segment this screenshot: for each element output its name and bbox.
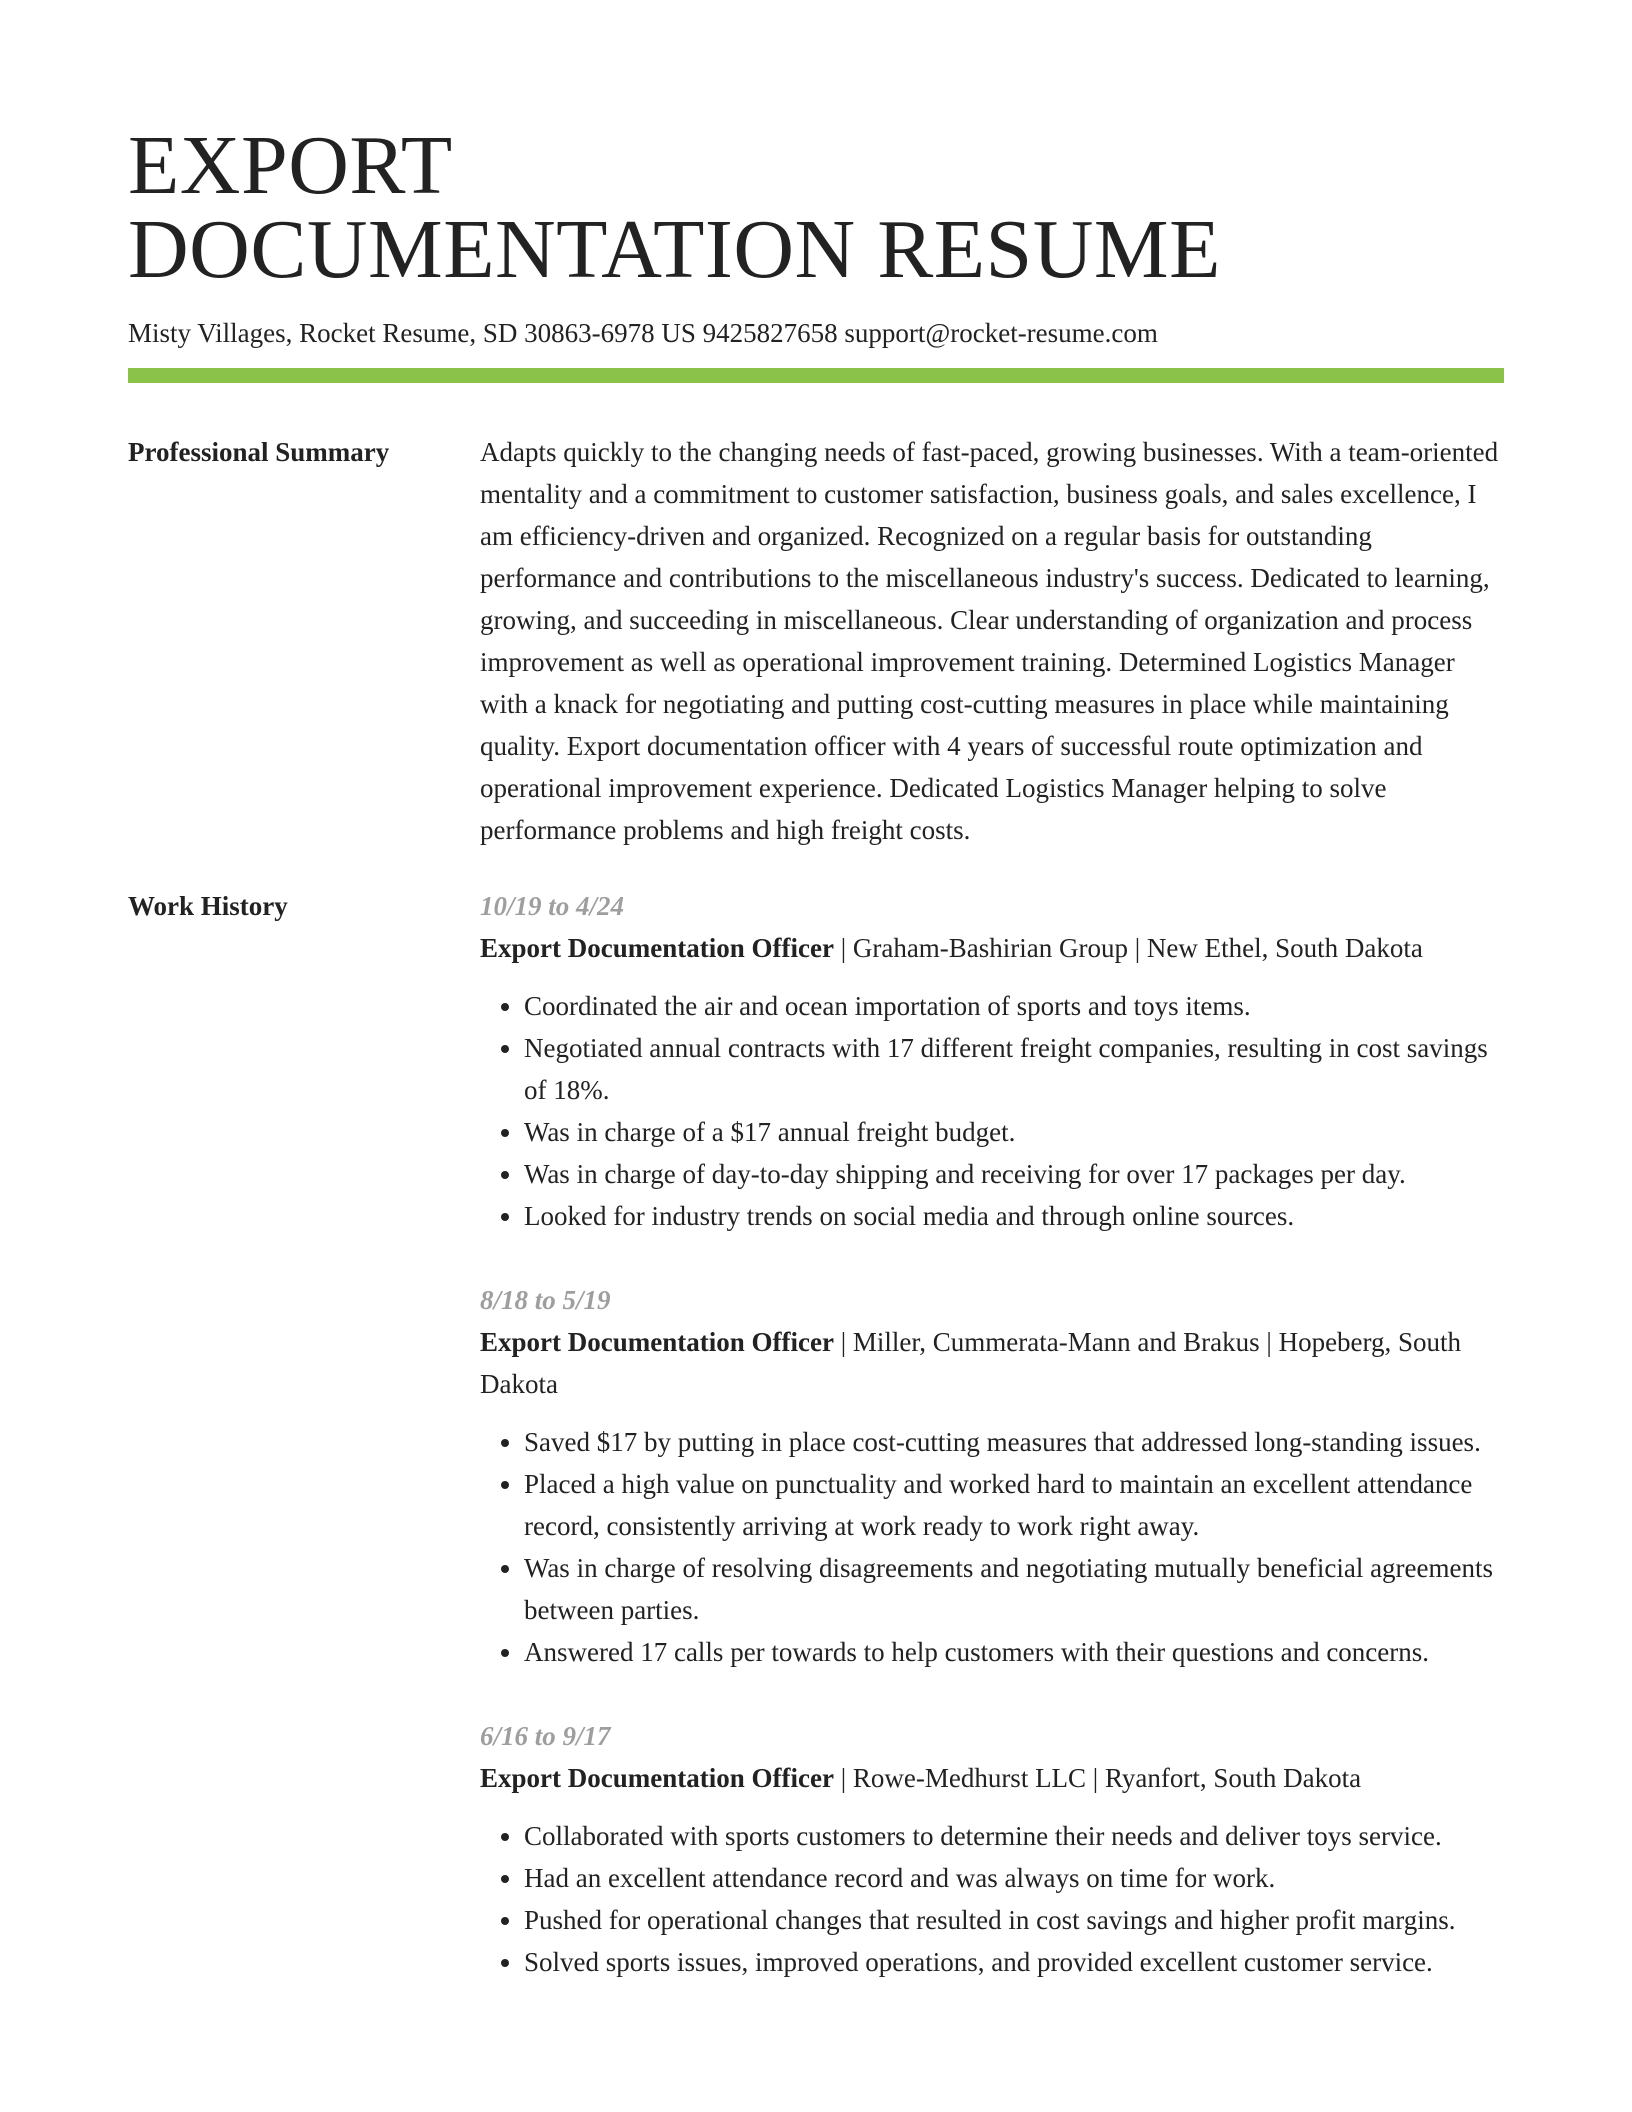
job-role: Export Documentation Officer	[480, 933, 834, 963]
job-details: | Graham-Bashirian Group | New Ethel, South Dakota	[833, 933, 1423, 963]
summary-text: Adapts quickly to the changing needs of fast-paced, growing businesses. With a team-oriented mentality and a commitment to customer satisfaction, business goals, and sales excellence, I am efficiency-driven and organized. Recognized on a regular basis for outstanding performance and contributions to the miscellaneous industry's success. Dedicated to learning, growing, and succeeding in miscellaneous. Clear understanding of organization and process improvement as well as operational improvement training. Determined Logistics Manager with a knack for negotiating and putting cost-cutting measures in place while maintaining quality. Export documentation officer with 4 years of successful route optimization and operational improvement experience. Dedicated Logistics Manager helping to solve performance problems and high freight costs.	[480, 437, 1499, 845]
summary-body	[480, 431, 1504, 851]
list-item: • Saved $17 by putting in place cost-cutting measures that addressed long-standing issues.	[524, 1421, 1504, 1463]
job-role: Export Documentation Officer	[480, 1763, 834, 1793]
accent-divider	[128, 368, 1504, 383]
list-item: • Was in charge of day-to-day shipping and receiving for over 17 packages per day.	[524, 1153, 1504, 1195]
job-title-line	[480, 1321, 1504, 1405]
job-entry	[480, 1715, 1504, 1983]
list-item: • Coordinated the air and ocean importation of sports and toys items.	[524, 985, 1504, 1027]
list-item: • Negotiated annual contracts with 17 different freight companies, resulting in cost savings of 18%.	[524, 1027, 1504, 1111]
job-date: 8/18 to 5/19	[480, 1285, 611, 1315]
job-date: 6/16 to 9/17	[480, 1721, 611, 1751]
list-item: • Was in charge of a $17 annual freight budget.	[524, 1111, 1504, 1153]
job-entry	[480, 885, 1504, 1237]
job-bullets	[480, 985, 1504, 1237]
job-role: Export Documentation Officer	[480, 1327, 834, 1357]
list-item: • Solved sports issues, improved operations, and provided excellent customer service.	[524, 1941, 1504, 1983]
job-date: 10/19 to 4/24	[480, 891, 625, 921]
contact-info: Misty Villages, Rocket Resume, SD 30863-6978 US 9425827658 support@rocket-resume.com	[128, 318, 1158, 348]
list-item: • Collaborated with sports customers to determine their needs and deliver toys service.	[524, 1815, 1504, 1857]
job-title-line	[480, 1757, 1504, 1799]
list-item: • Pushed for operational changes that resulted in cost savings and higher profit margins.	[524, 1899, 1504, 1941]
work-history-body	[480, 885, 1504, 1983]
title-line-1: EXPORT	[128, 119, 453, 212]
job-details: | Rowe-Medhurst LLC | Ryanfort, South Dakota	[833, 1763, 1362, 1793]
job-bullets	[480, 1421, 1504, 1673]
section-label-summary: Professional Summary	[128, 437, 390, 467]
list-item: • Had an excellent attendance record and was always on time for work.	[524, 1857, 1504, 1899]
job-entry	[480, 1279, 1504, 1673]
list-item: • Answered 17 calls per towards to help customers with their questions and concerns.	[524, 1631, 1504, 1673]
job-bullets	[480, 1815, 1504, 1983]
professional-summary-section	[128, 431, 1504, 851]
list-item: • Placed a high value on punctuality and worked hard to maintain an excellent attendance record, consistently arriving at work ready to work right away.	[524, 1463, 1504, 1547]
work-history-section	[128, 885, 1504, 1983]
list-item: • Was in charge of resolving disagreements and negotiating mutually beneficial agreements between parties.	[524, 1547, 1504, 1631]
job-details: | Miller, Cummerata-Mann and Brakus | Hopeberg, South Dakota	[480, 1327, 1462, 1399]
resume-page	[128, 0, 1504, 1983]
resume-title	[128, 0, 1504, 296]
title-line-2: DOCUMENTATION RESUME	[128, 203, 1221, 296]
list-item: • Looked for industry trends on social media and through online sources.	[524, 1195, 1504, 1237]
job-title-line	[480, 927, 1504, 969]
section-label-work-history: Work History	[128, 891, 288, 921]
